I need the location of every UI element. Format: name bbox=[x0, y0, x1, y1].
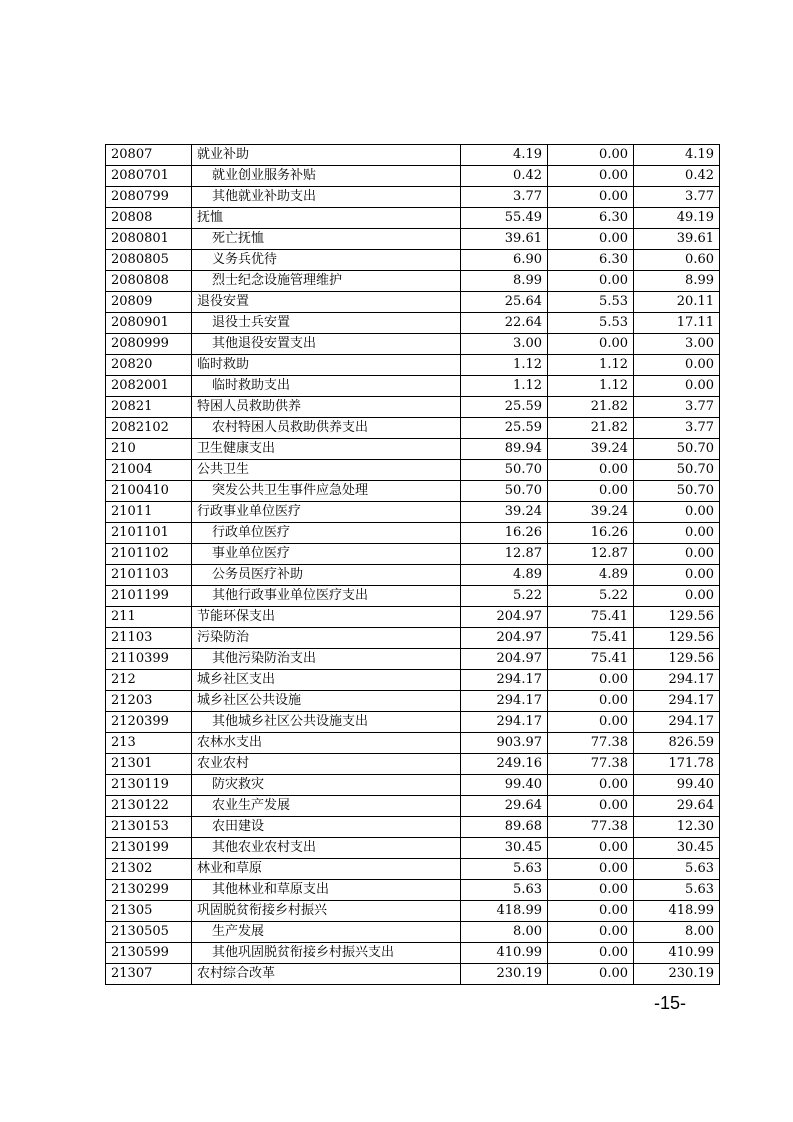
subject-name-cell: 农林水支出 bbox=[192, 733, 461, 754]
basic-expenditure-cell: 77.38 bbox=[548, 817, 634, 838]
basic-expenditure-cell: 77.38 bbox=[548, 733, 634, 754]
subject-code-cell: 2080808 bbox=[106, 271, 192, 292]
subject-code-cell: 2130599 bbox=[106, 943, 192, 964]
total-amount-cell: 3.00 bbox=[461, 334, 548, 355]
total-amount-cell: 29.64 bbox=[461, 796, 548, 817]
project-expenditure-cell: 3.77 bbox=[634, 418, 720, 439]
basic-expenditure-cell: 0.00 bbox=[548, 859, 634, 880]
project-expenditure-cell: 3.00 bbox=[634, 334, 720, 355]
total-amount-cell: 8.00 bbox=[461, 922, 548, 943]
subject-code-cell: 2101199 bbox=[106, 586, 192, 607]
subject-code-cell: 2130119 bbox=[106, 775, 192, 796]
subject-name-cell: 卫生健康支出 bbox=[192, 439, 461, 460]
subject-code-cell: 21301 bbox=[106, 754, 192, 775]
subject-name-cell: 突发公共卫生事件应急处理 bbox=[192, 481, 461, 502]
subject-name-cell: 退役安置 bbox=[192, 292, 461, 313]
subject-code-cell: 2130122 bbox=[106, 796, 192, 817]
table-row bbox=[106, 775, 720, 796]
total-amount-cell: 3.77 bbox=[461, 187, 548, 208]
subject-name-cell: 公务员医疗补助 bbox=[192, 565, 461, 586]
table-row bbox=[106, 166, 720, 187]
total-amount-cell: 5.63 bbox=[461, 859, 548, 880]
project-expenditure-cell: 12.30 bbox=[634, 817, 720, 838]
subject-code-cell: 2130299 bbox=[106, 880, 192, 901]
project-expenditure-cell: 30.45 bbox=[634, 838, 720, 859]
table-row bbox=[106, 943, 720, 964]
subject-name-cell: 行政单位医疗 bbox=[192, 523, 461, 544]
total-amount-cell: 89.68 bbox=[461, 817, 548, 838]
total-amount-cell: 204.97 bbox=[461, 607, 548, 628]
project-expenditure-cell: 49.19 bbox=[634, 208, 720, 229]
project-expenditure-cell: 50.70 bbox=[634, 439, 720, 460]
subject-code-cell: 21004 bbox=[106, 460, 192, 481]
project-expenditure-cell: 418.99 bbox=[634, 901, 720, 922]
table-row bbox=[106, 418, 720, 439]
table-row bbox=[106, 586, 720, 607]
subject-code-cell: 21305 bbox=[106, 901, 192, 922]
basic-expenditure-cell: 0.00 bbox=[548, 922, 634, 943]
basic-expenditure-cell: 0.00 bbox=[548, 145, 634, 166]
subject-code-cell: 2130505 bbox=[106, 922, 192, 943]
subject-name-cell: 农村综合改革 bbox=[192, 964, 461, 985]
table-row bbox=[106, 607, 720, 628]
subject-code-cell: 2130199 bbox=[106, 838, 192, 859]
total-amount-cell: 5.63 bbox=[461, 880, 548, 901]
table-row bbox=[106, 754, 720, 775]
total-amount-cell: 1.12 bbox=[461, 376, 548, 397]
subject-code-cell: 21103 bbox=[106, 628, 192, 649]
basic-expenditure-cell: 5.53 bbox=[548, 292, 634, 313]
subject-name-cell: 就业创业服务补贴 bbox=[192, 166, 461, 187]
table-row bbox=[106, 523, 720, 544]
subject-name-cell: 其他就业补助支出 bbox=[192, 187, 461, 208]
project-expenditure-cell: 29.64 bbox=[634, 796, 720, 817]
table-row bbox=[106, 271, 720, 292]
total-amount-cell: 294.17 bbox=[461, 712, 548, 733]
basic-expenditure-cell: 21.82 bbox=[548, 418, 634, 439]
basic-expenditure-cell: 0.00 bbox=[548, 880, 634, 901]
subject-code-cell: 2130153 bbox=[106, 817, 192, 838]
table-row bbox=[106, 250, 720, 271]
basic-expenditure-cell: 0.00 bbox=[548, 901, 634, 922]
basic-expenditure-cell: 16.26 bbox=[548, 523, 634, 544]
project-expenditure-cell: 39.61 bbox=[634, 229, 720, 250]
basic-expenditure-cell: 1.12 bbox=[548, 376, 634, 397]
basic-expenditure-cell: 0.00 bbox=[548, 229, 634, 250]
total-amount-cell: 4.89 bbox=[461, 565, 548, 586]
table-row bbox=[106, 880, 720, 901]
budget-expenditure-table bbox=[105, 144, 720, 985]
table-row bbox=[106, 796, 720, 817]
table-row bbox=[106, 691, 720, 712]
table-row bbox=[106, 481, 720, 502]
project-expenditure-cell: 171.78 bbox=[634, 754, 720, 775]
project-expenditure-cell: 294.17 bbox=[634, 712, 720, 733]
project-expenditure-cell: 129.56 bbox=[634, 628, 720, 649]
total-amount-cell: 294.17 bbox=[461, 670, 548, 691]
total-amount-cell: 39.24 bbox=[461, 502, 548, 523]
total-amount-cell: 16.26 bbox=[461, 523, 548, 544]
subject-code-cell: 2082102 bbox=[106, 418, 192, 439]
total-amount-cell: 25.59 bbox=[461, 397, 548, 418]
subject-name-cell: 退役士兵安置 bbox=[192, 313, 461, 334]
subject-name-cell: 义务兵优待 bbox=[192, 250, 461, 271]
subject-name-cell: 其他行政事业单位医疗支出 bbox=[192, 586, 461, 607]
subject-code-cell: 2080901 bbox=[106, 313, 192, 334]
basic-expenditure-cell: 0.00 bbox=[548, 166, 634, 187]
subject-name-cell: 就业补助 bbox=[192, 145, 461, 166]
project-expenditure-cell: 0.00 bbox=[634, 565, 720, 586]
table-row bbox=[106, 229, 720, 250]
project-expenditure-cell: 0.42 bbox=[634, 166, 720, 187]
subject-name-cell: 农村特困人员救助供养支出 bbox=[192, 418, 461, 439]
project-expenditure-cell: 50.70 bbox=[634, 460, 720, 481]
page-number: -15- bbox=[654, 993, 687, 1013]
project-expenditure-cell: 50.70 bbox=[634, 481, 720, 502]
subject-code-cell: 2080999 bbox=[106, 334, 192, 355]
table-row bbox=[106, 187, 720, 208]
table-row bbox=[106, 733, 720, 754]
table-row bbox=[106, 565, 720, 586]
table-row bbox=[106, 460, 720, 481]
subject-name-cell: 特困人员救助供养 bbox=[192, 397, 461, 418]
total-amount-cell: 55.49 bbox=[461, 208, 548, 229]
subject-name-cell: 烈士纪念设施管理维护 bbox=[192, 271, 461, 292]
subject-code-cell: 210 bbox=[106, 439, 192, 460]
table-row bbox=[106, 544, 720, 565]
basic-expenditure-cell: 5.53 bbox=[548, 313, 634, 334]
total-amount-cell: 25.64 bbox=[461, 292, 548, 313]
basic-expenditure-cell: 75.41 bbox=[548, 628, 634, 649]
table-row bbox=[106, 208, 720, 229]
total-amount-cell: 50.70 bbox=[461, 481, 548, 502]
total-amount-cell: 8.99 bbox=[461, 271, 548, 292]
total-amount-cell: 25.59 bbox=[461, 418, 548, 439]
total-amount-cell: 0.42 bbox=[461, 166, 548, 187]
subject-name-cell: 城乡社区公共设施 bbox=[192, 691, 461, 712]
total-amount-cell: 99.40 bbox=[461, 775, 548, 796]
subject-name-cell: 临时救助 bbox=[192, 355, 461, 376]
basic-expenditure-cell: 0.00 bbox=[548, 775, 634, 796]
subject-code-cell: 211 bbox=[106, 607, 192, 628]
project-expenditure-cell: 0.00 bbox=[634, 376, 720, 397]
total-amount-cell: 22.64 bbox=[461, 313, 548, 334]
subject-code-cell: 20807 bbox=[106, 145, 192, 166]
project-expenditure-cell: 5.63 bbox=[634, 880, 720, 901]
total-amount-cell: 39.61 bbox=[461, 229, 548, 250]
total-amount-cell: 1.12 bbox=[461, 355, 548, 376]
basic-expenditure-cell: 75.41 bbox=[548, 607, 634, 628]
basic-expenditure-cell: 0.00 bbox=[548, 481, 634, 502]
table-row bbox=[106, 859, 720, 880]
subject-code-cell: 20808 bbox=[106, 208, 192, 229]
table-row bbox=[106, 397, 720, 418]
subject-code-cell: 20821 bbox=[106, 397, 192, 418]
subject-code-cell: 2080805 bbox=[106, 250, 192, 271]
basic-expenditure-cell: 39.24 bbox=[548, 439, 634, 460]
subject-code-cell: 21011 bbox=[106, 502, 192, 523]
project-expenditure-cell: 129.56 bbox=[634, 649, 720, 670]
total-amount-cell: 5.22 bbox=[461, 586, 548, 607]
project-expenditure-cell: 0.00 bbox=[634, 523, 720, 544]
table-row bbox=[106, 964, 720, 985]
project-expenditure-cell: 230.19 bbox=[634, 964, 720, 985]
subject-code-cell: 2082001 bbox=[106, 376, 192, 397]
project-expenditure-cell: 0.00 bbox=[634, 586, 720, 607]
subject-name-cell: 林业和草原 bbox=[192, 859, 461, 880]
basic-expenditure-cell: 0.00 bbox=[548, 670, 634, 691]
project-expenditure-cell: 0.60 bbox=[634, 250, 720, 271]
basic-expenditure-cell: 4.89 bbox=[548, 565, 634, 586]
subject-name-cell: 农业农村 bbox=[192, 754, 461, 775]
subject-name-cell: 防灾救灾 bbox=[192, 775, 461, 796]
subject-name-cell: 临时救助支出 bbox=[192, 376, 461, 397]
total-amount-cell: 204.97 bbox=[461, 649, 548, 670]
project-expenditure-cell: 0.00 bbox=[634, 544, 720, 565]
project-expenditure-cell: 20.11 bbox=[634, 292, 720, 313]
table-row bbox=[106, 649, 720, 670]
subject-name-cell: 事业单位医疗 bbox=[192, 544, 461, 565]
total-amount-cell: 903.97 bbox=[461, 733, 548, 754]
table-row bbox=[106, 145, 720, 166]
basic-expenditure-cell: 0.00 bbox=[548, 943, 634, 964]
subject-code-cell: 21203 bbox=[106, 691, 192, 712]
total-amount-cell: 294.17 bbox=[461, 691, 548, 712]
table-row bbox=[106, 817, 720, 838]
subject-name-cell: 其他巩固脱贫衔接乡村振兴支出 bbox=[192, 943, 461, 964]
subject-code-cell: 2100410 bbox=[106, 481, 192, 502]
table-row bbox=[106, 376, 720, 397]
subject-code-cell: 2101101 bbox=[106, 523, 192, 544]
basic-expenditure-cell: 1.12 bbox=[548, 355, 634, 376]
subject-name-cell: 生产发展 bbox=[192, 922, 461, 943]
basic-expenditure-cell: 0.00 bbox=[548, 460, 634, 481]
table-row bbox=[106, 712, 720, 733]
total-amount-cell: 12.87 bbox=[461, 544, 548, 565]
basic-expenditure-cell: 0.00 bbox=[548, 796, 634, 817]
basic-expenditure-cell: 6.30 bbox=[548, 250, 634, 271]
table-row bbox=[106, 502, 720, 523]
project-expenditure-cell: 0.00 bbox=[634, 355, 720, 376]
total-amount-cell: 30.45 bbox=[461, 838, 548, 859]
subject-code-cell: 2101103 bbox=[106, 565, 192, 586]
project-expenditure-cell: 294.17 bbox=[634, 691, 720, 712]
project-expenditure-cell: 99.40 bbox=[634, 775, 720, 796]
total-amount-cell: 410.99 bbox=[461, 943, 548, 964]
table-row bbox=[106, 670, 720, 691]
project-expenditure-cell: 294.17 bbox=[634, 670, 720, 691]
subject-code-cell: 212 bbox=[106, 670, 192, 691]
total-amount-cell: 249.16 bbox=[461, 754, 548, 775]
basic-expenditure-cell: 0.00 bbox=[548, 187, 634, 208]
subject-code-cell: 21302 bbox=[106, 859, 192, 880]
basic-expenditure-cell: 0.00 bbox=[548, 838, 634, 859]
table-row bbox=[106, 313, 720, 334]
subject-code-cell: 2080801 bbox=[106, 229, 192, 250]
project-expenditure-cell: 8.99 bbox=[634, 271, 720, 292]
subject-name-cell: 其他农业农村支出 bbox=[192, 838, 461, 859]
subject-name-cell: 公共卫生 bbox=[192, 460, 461, 481]
subject-code-cell: 20809 bbox=[106, 292, 192, 313]
basic-expenditure-cell: 5.22 bbox=[548, 586, 634, 607]
table-row bbox=[106, 355, 720, 376]
subject-code-cell: 2080799 bbox=[106, 187, 192, 208]
total-amount-cell: 89.94 bbox=[461, 439, 548, 460]
subject-code-cell: 2110399 bbox=[106, 649, 192, 670]
subject-name-cell: 农业生产发展 bbox=[192, 796, 461, 817]
table-row bbox=[106, 901, 720, 922]
total-amount-cell: 418.99 bbox=[461, 901, 548, 922]
subject-name-cell: 其他城乡社区公共设施支出 bbox=[192, 712, 461, 733]
total-amount-cell: 204.97 bbox=[461, 628, 548, 649]
total-amount-cell: 50.70 bbox=[461, 460, 548, 481]
table-row bbox=[106, 838, 720, 859]
subject-name-cell: 其他林业和草原支出 bbox=[192, 880, 461, 901]
basic-expenditure-cell: 0.00 bbox=[548, 334, 634, 355]
subject-name-cell: 抚恤 bbox=[192, 208, 461, 229]
table-row bbox=[106, 628, 720, 649]
table-body bbox=[106, 145, 720, 985]
subject-name-cell: 污染防治 bbox=[192, 628, 461, 649]
basic-expenditure-cell: 39.24 bbox=[548, 502, 634, 523]
basic-expenditure-cell: 0.00 bbox=[548, 271, 634, 292]
basic-expenditure-cell: 0.00 bbox=[548, 964, 634, 985]
basic-expenditure-cell: 0.00 bbox=[548, 691, 634, 712]
project-expenditure-cell: 4.19 bbox=[634, 145, 720, 166]
total-amount-cell: 230.19 bbox=[461, 964, 548, 985]
project-expenditure-cell: 5.63 bbox=[634, 859, 720, 880]
total-amount-cell: 4.19 bbox=[461, 145, 548, 166]
subject-code-cell: 21307 bbox=[106, 964, 192, 985]
project-expenditure-cell: 8.00 bbox=[634, 922, 720, 943]
table-row bbox=[106, 334, 720, 355]
subject-code-cell: 2120399 bbox=[106, 712, 192, 733]
basic-expenditure-cell: 21.82 bbox=[548, 397, 634, 418]
subject-name-cell: 节能环保支出 bbox=[192, 607, 461, 628]
project-expenditure-cell: 17.11 bbox=[634, 313, 720, 334]
subject-name-cell: 行政事业单位医疗 bbox=[192, 502, 461, 523]
subject-name-cell: 死亡抚恤 bbox=[192, 229, 461, 250]
table-row bbox=[106, 292, 720, 313]
subject-name-cell: 其他退役安置支出 bbox=[192, 334, 461, 355]
basic-expenditure-cell: 77.38 bbox=[548, 754, 634, 775]
project-expenditure-cell: 410.99 bbox=[634, 943, 720, 964]
basic-expenditure-cell: 0.00 bbox=[548, 712, 634, 733]
total-amount-cell: 6.90 bbox=[461, 250, 548, 271]
subject-code-cell: 2080701 bbox=[106, 166, 192, 187]
subject-code-cell: 2101102 bbox=[106, 544, 192, 565]
basic-expenditure-cell: 75.41 bbox=[548, 649, 634, 670]
subject-code-cell: 213 bbox=[106, 733, 192, 754]
subject-name-cell: 城乡社区支出 bbox=[192, 670, 461, 691]
subject-code-cell: 20820 bbox=[106, 355, 192, 376]
basic-expenditure-cell: 6.30 bbox=[548, 208, 634, 229]
basic-expenditure-cell: 12.87 bbox=[548, 544, 634, 565]
table-row bbox=[106, 922, 720, 943]
project-expenditure-cell: 3.77 bbox=[634, 397, 720, 418]
project-expenditure-cell: 826.59 bbox=[634, 733, 720, 754]
project-expenditure-cell: 0.00 bbox=[634, 502, 720, 523]
table-row bbox=[106, 439, 720, 460]
project-expenditure-cell: 3.77 bbox=[634, 187, 720, 208]
subject-name-cell: 农田建设 bbox=[192, 817, 461, 838]
subject-name-cell: 巩固脱贫衔接乡村振兴 bbox=[192, 901, 461, 922]
subject-name-cell: 其他污染防治支出 bbox=[192, 649, 461, 670]
project-expenditure-cell: 129.56 bbox=[634, 607, 720, 628]
